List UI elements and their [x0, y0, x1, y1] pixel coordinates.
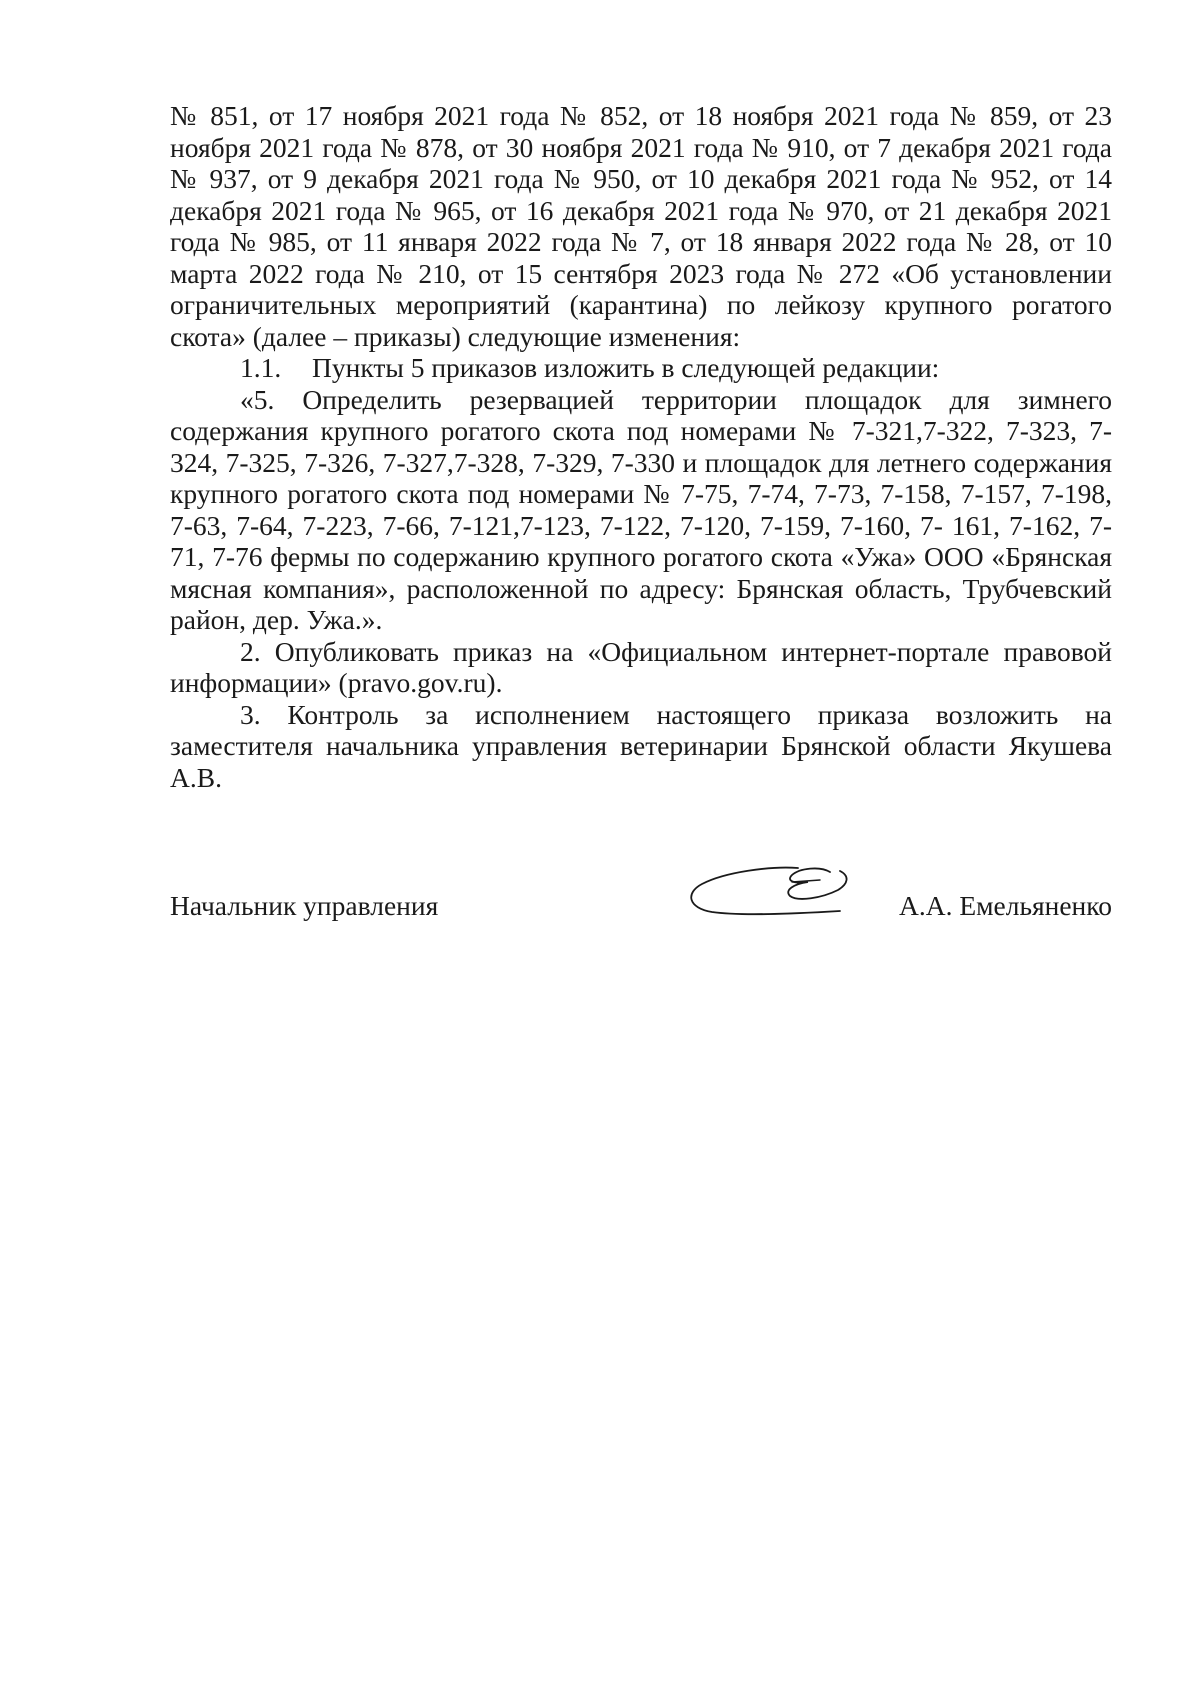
item-2-paragraph: 2. Опубликовать приказ на «Официальном интернет-портале правовой информации» (pravo.gov.ru). [170, 635, 1112, 698]
item-3-paragraph: 3. Контроль за исполнением настоящего приказа возложить на заместителя начальника управления ветеринарии Брянской области Якушева А.В. [170, 698, 1112, 793]
item-1-1-number: 1.1. [240, 352, 282, 383]
handwritten-signature [680, 862, 855, 922]
signature-block [170, 862, 1112, 922]
item-1-1-text: Пункты 5 приказов изложить в следующей редакции: [312, 352, 940, 383]
signer-position: Начальник управления [170, 890, 439, 921]
intro-paragraph: № 851, от 17 ноября 2021 года № 852, от 18 ноября 2021 года № 859, от 23 ноября 2021 года № 878, от 30 ноября 2021 года № 910, от 7 декабря 2021 года № 937, от 9 декабря 2021 года № 950, от 10 декабря 2021 года № 952, от 14 декабря 2021 года № 965, от 16 декабря 2021 года № 970, от 21 декабря 2021 года № 985, от 11 января 2022 года № 7, от 18 января 2022 года № 28, от 10 марта 2022 года № 210, от 15 сентября 2023 года № 272 «Об установлении ограничительных мероприятий (карантина) по лейкозу крупного рогатого скота» (далее – приказы) следующие изменения: [170, 100, 1112, 352]
signer-name: А.А. Емельяненко [898, 890, 1112, 921]
item-1-1-paragraph [170, 352, 1112, 384]
item-5-paragraph: «5. Определить резервацией территории площадок для зимнего содержания крупного рогатого скота под номерами № 7-321,7-322, 7-323, 7- 324, 7-325, 7-326, 7-327,7-328, 7-329, 7-330 и площадок для летнего содержания крупного рогатого скота под номерами № 7-75, 7-74, 7-73, 7-158, 7-157, 7-198, 7-63, 7-64, 7-223, 7-66, 7-121,7-123, 7-122, 7-120, 7-159, 7-160, 7- 161, 7-162, 7-71, 7-76 фермы по содержанию крупного рогатого скота «Ужа» ООО «Брянская мясная компания», расположенной по адресу: Брянская область, Трубчевский район, дер. Ужа.». [170, 383, 1112, 635]
document-body [170, 100, 1112, 793]
